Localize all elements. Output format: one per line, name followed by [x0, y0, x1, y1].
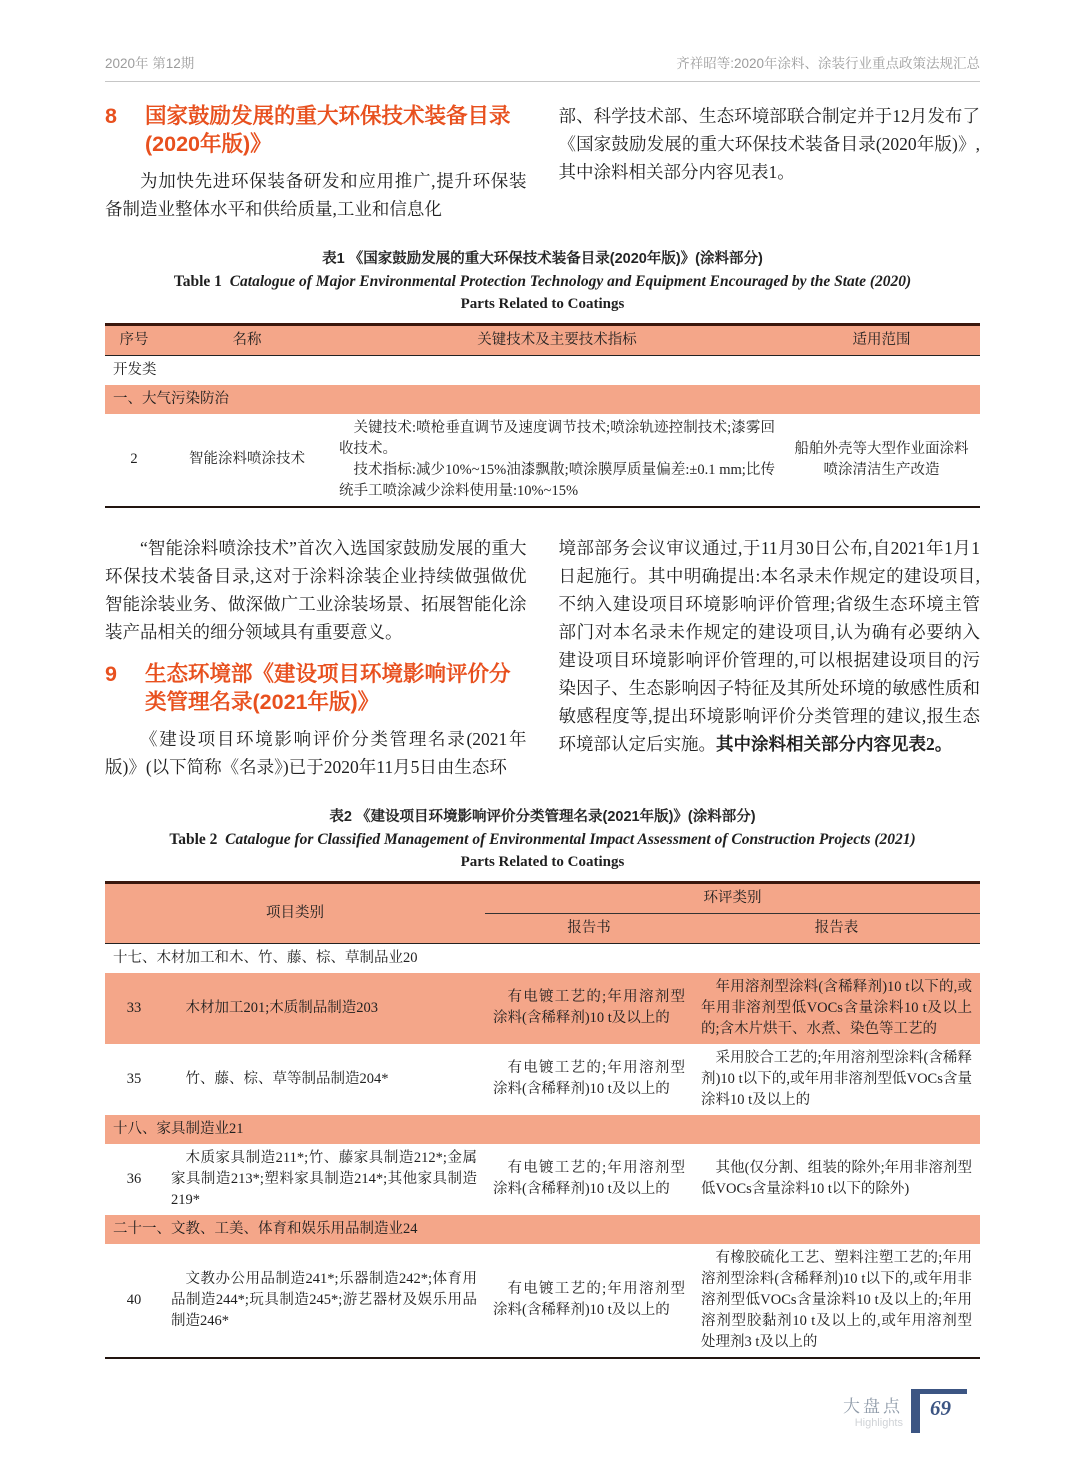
section9-title: 生态环境部《建设项目环境影响评价分类管理名录(2021年版)》 — [145, 661, 511, 715]
section9-number: 9 — [105, 661, 117, 686]
table1-row-name: 智能涂料喷涂技术 — [189, 451, 305, 468]
table2-row-33-form — [693, 973, 980, 1044]
table2-row-36 — [105, 1144, 980, 1215]
table2-row-33-no: 33 — [126, 999, 142, 1016]
table1-caption-en-text: Catalogue of Major Environmental Protection Technology and Equipment Encouraged by the State (2020) — [229, 272, 912, 290]
table2-row-40-name-text: 文教办公用品制造241*;乐器制造242*;体育用品制造244*;玩具制造245*;游艺器材及娱乐用品制造246* — [171, 1270, 477, 1329]
section9-left-column — [105, 534, 527, 781]
table1-group-dev-label: 开发类 — [113, 361, 157, 378]
table2-row-35-form — [693, 1044, 980, 1115]
table2-caption — [105, 805, 980, 871]
article-title-header: 齐祥昭等:2020年涂料、涂装行业重点政策法规汇总 — [676, 56, 980, 71]
table1-row-scope: 船舶外壳等大型作业面涂料喷涂清洁生产改造 — [794, 440, 969, 478]
table2-row-35-no: 35 — [126, 1070, 142, 1087]
section8-left-column — [105, 102, 527, 223]
table2-row-40-no: 40 — [126, 1291, 142, 1308]
table2-row-35-book-text: 有电镀工艺的;年用溶剂型涂料(含稀释剂)10 t及以上的 — [493, 1060, 685, 1098]
table2-row-35-form-text: 采用胶合工艺的;年用溶剂型涂料(含稀释剂)10 t以下的,或年用非溶剂型低VOCs含量涂料10 t及以上的 — [701, 1049, 972, 1108]
table2-header-eia: 环评类别 — [485, 882, 980, 913]
table2-row-35-name-text: 竹、藤、棕、草等制品制造204* — [185, 1070, 389, 1087]
table1-group-air-label: 一、大气污染防治 — [113, 390, 229, 407]
table2-row-40-form-text: 有橡胶硫化工艺、塑料注塑工艺的;年用溶剂型涂料(含稀释剂)10 t以下的,或年用非溶剂型低VOCs含量涂料10 t及以上的;年用溶剂型胶黏剂10 t及以上的,或年用溶剂型处理剂3 t及以上的 — [701, 1249, 972, 1350]
table2-caption-en2: Parts Related to Coatings — [460, 853, 625, 870]
table1 — [105, 323, 980, 508]
section9-paragraph-left: 《建设项目环境影响评价分类管理名录(2021年版)》(以下简称《名录》)已于2020年11月5日由生态环 — [105, 728, 527, 777]
mid-paragraph: “智能涂料喷涂技术”首次入选国家鼓励发展的重大环保技术装备目录,这对于涂料涂装企业持续做强做优智能涂装业务、做深做广工业涂装场景、拓展智能化涂装产品相关的细分领域具有重要意义。 — [105, 537, 527, 642]
section9-block — [105, 534, 980, 781]
table2-row-36-form-text: 其他(仅分割、组装的除外;年用非溶剂型低VOCs含量涂料10 t以下的除外) — [701, 1160, 972, 1198]
table1-caption — [105, 247, 980, 313]
table2 — [105, 881, 980, 1359]
section8-paragraph-right: 部、科学技术部、生态环境部联合制定并于12月发布了《国家鼓励发展的重大环保技术装备目录(2020年版)》,其中涂料相关部分内容见表1。 — [558, 106, 980, 182]
section8-number: 8 — [105, 104, 117, 128]
section9-paragraph-right-bold: 其中涂料相关部分内容见表2。 — [716, 733, 953, 754]
section9-right-column — [559, 534, 981, 781]
table2-row-40-book-text: 有电镀工艺的;年用溶剂型涂料(含稀释剂)10 t及以上的 — [493, 1281, 685, 1319]
table1-row-tech-index: 技术指标:减少10%~15%油漆飘散;喷涂膜厚质量偏差:±0.1 mm;比传统手工喷涂减少涂料使用量:10%~15% — [339, 461, 775, 499]
table2-caption-zh: 表2 《建设项目环境影响评价分类管理名录(2021年版)》(涂料部分) — [329, 808, 756, 825]
page-number-bracket — [911, 1389, 967, 1433]
footer-brand-en: Highlights — [854, 1416, 903, 1429]
table2-row-33-name — [163, 973, 485, 1044]
section9-heading — [105, 660, 527, 717]
table1-row-tech-key: 关键技术:喷枪垂直调节及速度调节技术;喷涂轨迹控制技术;漆雾回收技术。 — [339, 419, 775, 457]
section8-block — [105, 102, 980, 223]
table1-row-tech — [331, 414, 783, 507]
footer-brand-zh: 大盘点 — [843, 1397, 903, 1417]
table1-header-name: 名称 — [163, 324, 331, 355]
section9-paragraph-right — [559, 534, 981, 758]
table2-caption-en-text: Catalogue for Classified Management of Environmental Impact Assessment of Construction Projects (2021) — [225, 830, 916, 848]
issue-label: 2020年 第12期 — [105, 56, 195, 71]
table2-group-18-label: 十八、家具制造业21 — [113, 1120, 244, 1137]
table1-caption-en2: Parts Related to Coatings — [460, 295, 625, 312]
table2-row-33-book — [485, 973, 693, 1044]
table1-group-row-dev — [105, 355, 980, 385]
table2-row-36-book — [485, 1144, 693, 1215]
table2-row-35 — [105, 1044, 980, 1115]
table2-row-36-form — [693, 1144, 980, 1215]
table2-group-row-17 — [105, 943, 980, 973]
table2-row-36-book-text: 有电镀工艺的;年用溶剂型涂料(含稀释剂)10 t及以上的 — [493, 1160, 685, 1198]
section8-paragraph-left: 为加快先进环保装备研发和应用推广,提升环保装备制造业整体水平和供给质量,工业和信息化 — [105, 170, 527, 219]
page-number: 69 — [930, 1396, 951, 1420]
table1-caption-zh: 表1 《国家鼓励发展的重大环保技术装备目录(2020年版)》(涂料部分) — [322, 250, 763, 267]
table1-row-no: 2 — [130, 451, 138, 468]
page-footer — [843, 1389, 967, 1433]
table2-caption-en-label: Table 2 — [169, 830, 218, 848]
table1-header-scope: 适用范围 — [783, 324, 980, 355]
table2-row-40 — [105, 1244, 980, 1358]
table2-row-36-name — [163, 1144, 485, 1215]
table2-row-40-form — [693, 1244, 980, 1358]
table2-header-report-form: 报告表 — [693, 913, 980, 943]
table2-row-40-book — [485, 1244, 693, 1358]
table2-row-33-book-text: 有电镀工艺的;年用溶剂型涂料(含稀释剂)10 t及以上的 — [493, 989, 685, 1027]
section8-right-column — [559, 102, 981, 223]
table2-header-report-book: 报告书 — [485, 913, 693, 943]
table2-row-33-name-text: 木材加工201;木质制品制造203 — [185, 999, 379, 1016]
table1-header-tech: 关键技术及主要技术指标 — [331, 324, 783, 355]
footer-brand — [843, 1398, 903, 1433]
table2-group-row-18 — [105, 1115, 980, 1144]
section8-title: 国家鼓励发展的重大环保技术装备目录(2020年版)》 — [145, 104, 511, 157]
table2-row-35-book — [485, 1044, 693, 1115]
table1-data-row — [105, 414, 980, 507]
running-header — [105, 52, 980, 82]
table2-row-36-name-text: 木质家具制造211*;竹、藤家具制造212*;金属家具制造213*;塑料家具制造214*;其他家具制造219* — [171, 1149, 477, 1208]
table2-row-33 — [105, 973, 980, 1044]
table2-group-17-label: 十七、木材加工和木、竹、藤、棕、草制品业20 — [113, 949, 418, 966]
table1-group-row-air — [105, 385, 980, 414]
table2-row-36-no: 36 — [126, 1170, 142, 1187]
table2-row-35-name — [163, 1044, 485, 1115]
section9-paragraph-right-text: 境部部务会议审议通过,于11月30日公布,自2021年1月1日起施行。其中明确提出:本名录未作规定的建设项目,不纳入建设项目环境影响评价管理;省级生态环境主管部门对本名录未作规定的建设项目,认为确有必要纳入建设项目环境影响评价管理的,可以根据建设项目的污染因子、生态影响因子特征及其所处环境的敏感性质和敏感程度等,提出环境影响评价分类管理的建议,报生态环境部认定后实施。 — [558, 537, 980, 754]
section8-heading — [105, 102, 527, 159]
table2-row-40-name — [163, 1244, 485, 1358]
table2-header-category: 项目类别 — [105, 882, 485, 943]
table2-row-33-form-text: 年用溶剂型涂料(含稀释剂)10 t以下的,或年用非溶剂型低VOCs含量涂料10 t及以上的;含木片烘干、水煮、染色等工艺的 — [701, 978, 972, 1037]
table1-header-no: 序号 — [105, 324, 163, 355]
table2-group-row-21 — [105, 1215, 980, 1244]
table2-caption-en — [105, 831, 980, 849]
table2-group-21-label: 二十一、文教、工美、体育和娱乐用品制造业24 — [113, 1220, 418, 1237]
table1-caption-en — [105, 273, 980, 291]
table1-caption-en-label: Table 1 — [173, 272, 222, 290]
